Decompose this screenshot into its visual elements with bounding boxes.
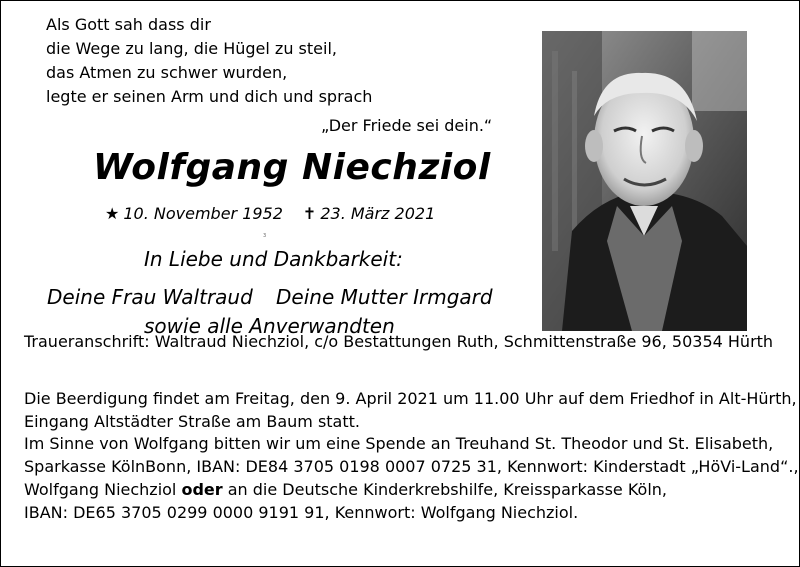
donation-text: an die Deutsche Kinderkrebshilfe, Kreissparkasse Köln, <box>222 480 667 499</box>
funeral-line: Eingang Altstädter Straße am Baum statt. <box>24 412 360 431</box>
mourning-address: Traueranschrift: Waltraud Niechziol, c/o Bestattungen Ruth, Schmittenstraße 96, 50354 Hürth <box>24 332 774 351</box>
funeral-line: Die Beerdigung findet am Freitag, den 9. April 2021 um 11.00 Uhr auf dem Friedhof in Alt-Hürth, <box>24 389 797 408</box>
poem <box>46 13 372 109</box>
donation-line: Im Sinne von Wolfgang bitten wir um eine Spende an Treuhand St. Theodor und St. Elisabeth, <box>24 434 774 453</box>
donation-line: IBAN: DE65 3705 0299 0000 9191 91, Kennwort: Wolfgang Niechziol. <box>24 503 579 522</box>
deceased-name: Wolfgang Niechziol <box>93 147 491 188</box>
poem-line: die Wege zu lang, die Hügel zu steil, <box>46 39 337 58</box>
poem-line: Als Gott sah dass dir <box>46 15 211 34</box>
donation-or: oder <box>181 480 223 499</box>
birth-date: 10. November 1952 <box>123 204 283 223</box>
family-intro: In Liebe und Dankbarkeit: <box>144 247 403 271</box>
poem-quote: „Der Friede sei dein.“ <box>321 116 493 135</box>
poem-line: legte er seinen Arm und dich und sprach <box>46 87 373 106</box>
family-relatives: sowie alle Anverwandten <box>144 314 395 338</box>
tiny-mark: 3 <box>263 233 267 239</box>
family-mother: Deine Mutter Irmgard <box>276 285 493 309</box>
family-wife: Deine Frau Waltraud <box>47 285 253 309</box>
death-date: 23. März 2021 <box>320 204 436 223</box>
donation-line <box>24 478 799 501</box>
donation-line: Sparkasse KölnBonn, IBAN: DE84 3705 0198 0007 0725 31, Kennwort: Kinderstadt „HöVi-Land“., <box>24 457 799 476</box>
life-dates <box>105 204 435 223</box>
poem-line: das Atmen zu schwer wurden, <box>46 63 288 82</box>
death-cross-icon: ✝ <box>302 204 317 223</box>
donation-details <box>24 432 799 524</box>
donation-text: Wolfgang Niechziol <box>24 480 182 499</box>
birth-star-icon: ★ <box>105 204 120 223</box>
funeral-details <box>24 387 797 433</box>
portrait-photo <box>542 31 747 331</box>
